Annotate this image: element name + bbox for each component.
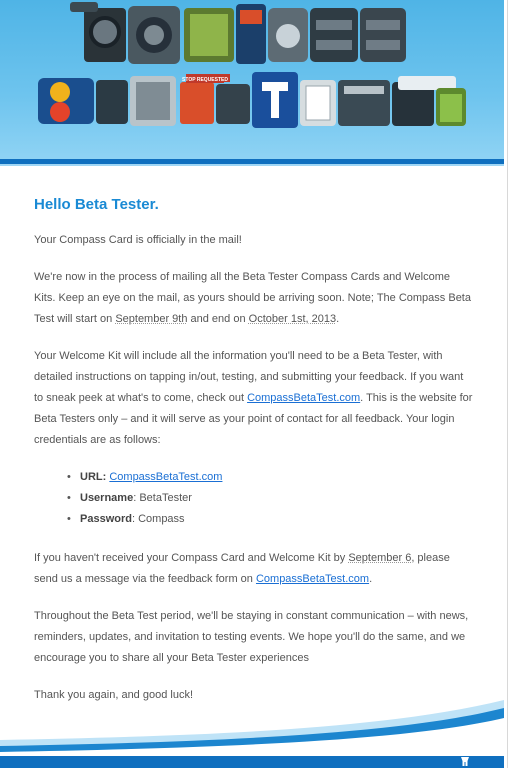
paragraph-text: Your Welcome Kit will include all the information you'll need to be a Beta Tester, with detailed instructions on tapping in/out, testing, and submitting your feedback. If you want to sneak peek at what's to come, check out bbox=[34, 350, 464, 404]
person-icon bbox=[458, 750, 472, 766]
compass-beta-test-link[interactable]: CompassBetaTest.com bbox=[247, 392, 361, 404]
svg-text:STOP REQUESTED: STOP REQUESTED bbox=[182, 77, 228, 83]
paragraph-card-mailed: Your Compass Card is officially in the mail! bbox=[34, 234, 242, 246]
credential-url: • URL: CompassBetaTest.com bbox=[80, 467, 474, 488]
paragraph-text: , please send us a message via the feedback form on bbox=[34, 552, 450, 585]
paragraph-closing: Thank you again, and good luck! bbox=[34, 689, 194, 701]
credential-password: • Password: Compass bbox=[80, 509, 474, 530]
greeting-heading: Hello Beta Tester. bbox=[34, 196, 159, 213]
paragraph-text: If you haven't received your Compass Card and Welcome Kit by bbox=[34, 552, 349, 564]
login-credentials-list bbox=[34, 467, 474, 530]
deadline-date: September 6 bbox=[348, 552, 412, 564]
credential-url-link[interactable]: CompassBetaTest.com bbox=[109, 471, 223, 483]
paragraph-not-received bbox=[34, 548, 474, 590]
footer-swoosh bbox=[0, 700, 504, 768]
stop-requested-sign bbox=[182, 74, 228, 83]
credential-value: Compass bbox=[138, 513, 185, 525]
logo-word-compass bbox=[70, 2, 406, 64]
start-date: September 9th bbox=[115, 313, 188, 325]
paragraph-welcome-kit bbox=[34, 346, 474, 451]
end-date: October 1st, 2013 bbox=[248, 313, 337, 325]
paragraph-text: . bbox=[336, 313, 340, 325]
logo-word-beta-test-text: BETA TEST bbox=[247, 150, 253, 151]
credential-username: • Username: BetaTester bbox=[80, 488, 474, 509]
paragraph-communication: Throughout the Beta Test period, we'll be staying in constant communication – with news, reminders, updates, and invitation to testing events. We hope you'll do the same, and we encourage you to share all your Beta Tester experiences bbox=[34, 610, 469, 664]
logo-word-beta-test bbox=[38, 72, 466, 128]
banner-divider-light bbox=[0, 164, 504, 166]
paragraph-mailing-info bbox=[34, 267, 474, 330]
banner-illustration bbox=[0, 0, 504, 160]
paragraph-text: and end on bbox=[187, 313, 249, 325]
compass-beta-test-banner bbox=[0, 0, 504, 160]
email-body bbox=[34, 196, 474, 722]
credential-label: Password bbox=[80, 513, 132, 525]
feedback-form-link[interactable]: CompassBetaTest.com bbox=[255, 573, 370, 585]
credential-label: Username bbox=[80, 492, 134, 504]
credential-label: URL bbox=[80, 471, 103, 483]
logo-word-compass-text: COMPASS bbox=[247, 56, 253, 57]
paragraph-text: . bbox=[369, 573, 373, 585]
paragraph-text: . This is the website for Beta Testers only – and it will serve as your point of contact for all feedback. Your login credentials are as follows: bbox=[34, 392, 473, 446]
credential-value: BetaTester bbox=[139, 492, 192, 504]
paragraph-text: We're now in the process of mailing all the Beta Tester Compass Cards and Welcome Kits. Keep an eye on the mail, as yours should be arriving soon. Note; The Compass Beta Test will start on bbox=[34, 271, 471, 325]
